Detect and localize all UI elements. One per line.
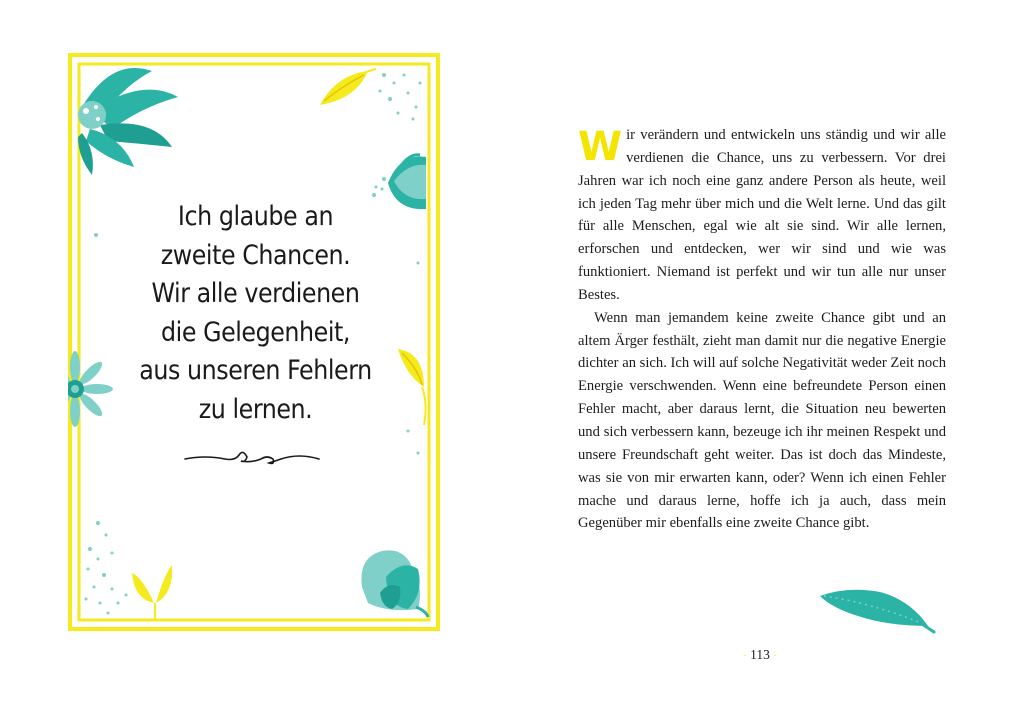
- quote-line: zu lernen.: [198, 393, 313, 425]
- quote-card: [68, 53, 440, 631]
- paragraph: Wenn man jemandem keine zweite Chance gibt und an altem Ärger festhält, zieht man damit nur die negative Energie dichter an sich. Ich will auf solche Negativität weder Zeit noch Energie verschwenden. Wenn eine befreundete Person einen Fehler macht, aber daraus lernt, die Situation neu bewerten und sich verbessern kann, bezeuge ich ihr meinen Respekt und unsere Freundschaft geht weiter. Das ist doch das Mindeste, was sie von mir erwarten kann, oder? Wenn ich einen Fehler mache und daraus lerne, hoffe ich ja auch, dass mein Gegenüber mir ebenfalls eine zweite Chance gibt.: [578, 309, 946, 532]
- swirl-divider: [185, 452, 319, 463]
- quote-line: Ich glaube an: [177, 201, 334, 232]
- drop-cap: W: [578, 124, 623, 170]
- quote-text: [126, 198, 386, 429]
- leaf-icon: [132, 565, 172, 619]
- quote-line: die Gelegenheit,: [161, 316, 350, 348]
- paragraph-text: ir verändern und entwickeln uns ständig und wir alle verdienen die Chance, uns zu verbessern. Vor drei Jahren war ich noch eine ganz andere Person als heute, weil ich jeden Tag mehr über mich und die Welt lerne. Und das gilt für alle Menschen, egal wie alt sie sind. Wir alle lernen, erforschen und entdecken, wer wir sind und wie was funktioniert. Niemand ist perfekt und wir tun alle nur unser Bestes.: [578, 127, 946, 303]
- page-number: · 113 ·: [743, 647, 777, 662]
- leaf-icon: [398, 349, 426, 425]
- flower-icon: [361, 550, 428, 617]
- body-text: [578, 124, 946, 535]
- paragraph: [578, 124, 946, 307]
- flower-icon: [78, 68, 178, 175]
- leaf-icon: [320, 69, 376, 105]
- quote-line: zweite Chancen.: [160, 239, 351, 271]
- dots-top-right: [379, 73, 422, 121]
- dots-bottom-left: [85, 521, 128, 615]
- leaf-icon: [818, 586, 936, 634]
- quote-line: Wir alle verdienen: [151, 278, 360, 309]
- flower-icon: [68, 351, 113, 427]
- page-number-value: 113: [750, 647, 770, 662]
- quote-line: aus unseren Fehlern: [139, 355, 372, 386]
